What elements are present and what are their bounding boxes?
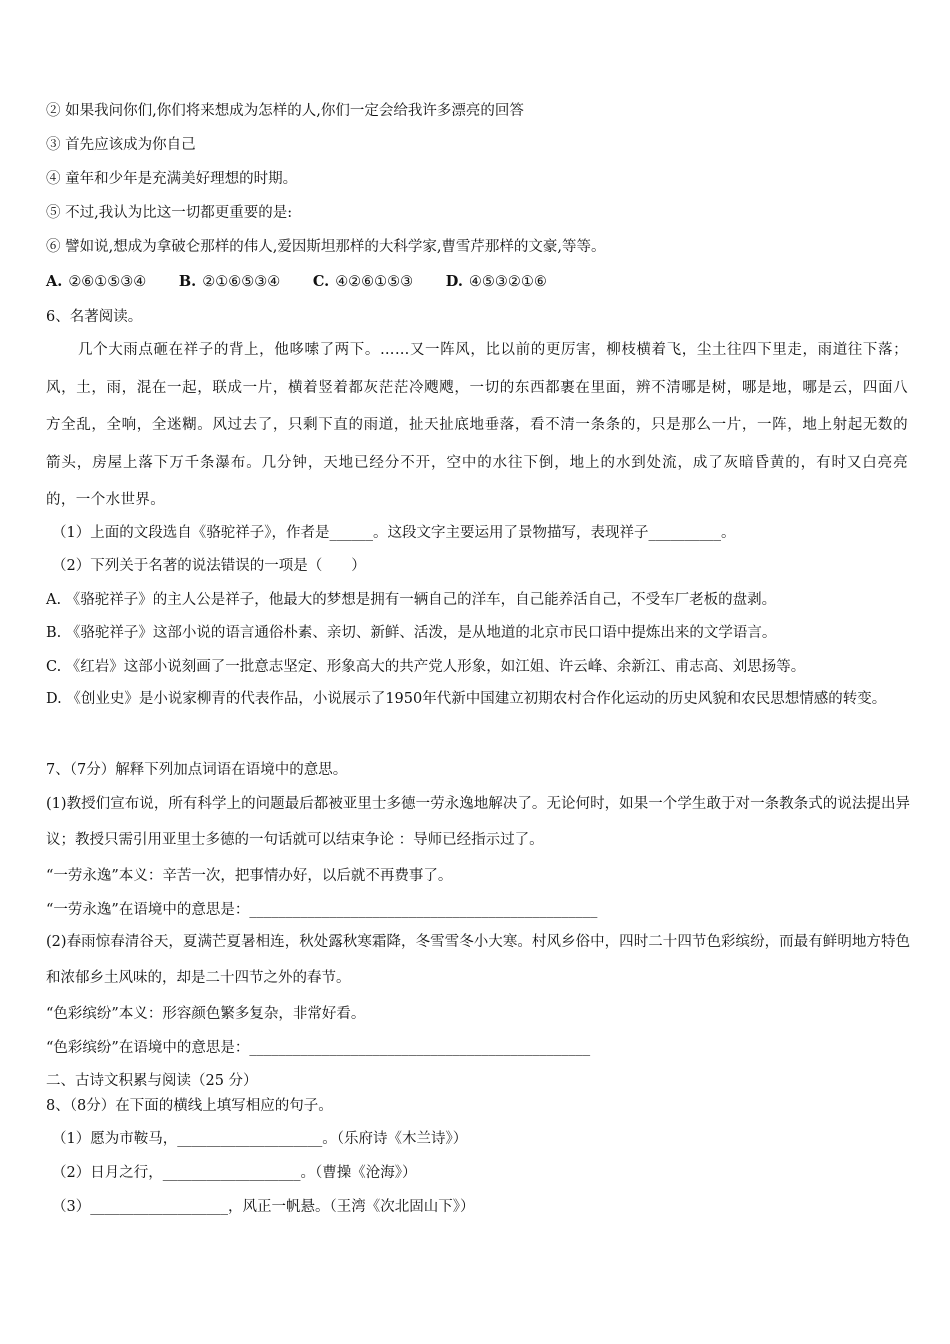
q6-passage: 几个大雨点砸在祥子的背上，他哆嗦了两下。……又一阵风，比以前的更厉害，柳枝横着飞，尘土往四下里走，雨道往下落；风，土，雨，混在一起，联成一片，横着竖着都灰茫茫冷飕飕，一切的东西都裹在里面，辨不清哪是树，哪是地，哪是云，四面八方全乱，全响，全迷糊。风过去了，只剩下直的雨道，扯天扯底地垂落，看不清一条条的，只是那么一片，一阵，地上射起无数的箭头，房屋上落下万千条瀑布。几分钟，天地已经分不开，空中的水往下倒，地上的水到处流，成了灰暗昏黄的，有时又白亮亮的，一个水世界。 — [46, 342, 908, 508]
q5-option-b: B. ②①⑥⑤③④ — [178, 273, 281, 290]
q6-option-a: A. 《骆驼祥子》的主人公是祥子，他最大的梦想是拥有一辆自己的洋车，自己能养活自己，不受车厂老板的盘剥。 — [46, 592, 777, 608]
q8-line-2: （2）日月之行，___________________。（曹操《沧海》） — [52, 1165, 417, 1181]
q8-line-1: （1）愿为市鞍马，____________________。（乐府诗《木兰诗》） — [52, 1131, 468, 1147]
q6-option-c: C. 《红岩》这部小说刻画了一批意志坚定、形象高大的共产党人形象，如江姐、许云峰、余新江、甫志高、刘思扬等。 — [46, 659, 806, 675]
q5-sentence-6: ⑥ 譬如说,想成为拿破仑那样的伟人,爱因斯坦那样的大科学家,曹雪芹那样的文豪,等等。 — [46, 239, 606, 255]
q7-1-meaning: “一劳永逸”本义：辛苦一次，把事情办好，以后就不再费事了。 — [46, 868, 453, 884]
q5-sentence-5: ⑤ 不过,我认为比这一切都更重要的是: — [46, 205, 293, 221]
q5-option-d: D. ④⑤③②①⑥ — [445, 273, 547, 290]
q5-sentence-3: ③ 首先应该成为你自己 — [46, 137, 196, 153]
q7-paragraph-2: (2)春雨惊春清谷天，夏满芒夏暑相连，秋处露秋寒霜降，冬雪雪冬小大寒。村风乡俗中，四时二十四节色彩缤纷，而最有鲜明地方特色和浓郁乡土风味的，却是二十四节之外的春节。 — [46, 934, 910, 986]
q6-option-b: B. 《骆驼祥子》这部小说的语言通俗朴素、亲切、新鲜、活泼，是从地道的北京市民口语中提炼出来的文学语言。 — [46, 625, 777, 641]
q5-sentence-4: ④ 童年和少年是充满美好理想的时期。 — [46, 171, 298, 187]
q5-sentence-2: ② 如果我问你们,你们将来想成为怎样的人,你们一定会给我许多漂亮的回答 — [46, 103, 524, 119]
q5-option-c: C. ④②⑥①⑤③ — [312, 273, 414, 290]
q6-heading: 6、名著阅读。 — [46, 309, 143, 325]
q5-option-a: A. ②⑥①⑤③④ — [46, 273, 147, 290]
q7-paragraph-1: (1)教授们宣布说，所有科学上的问题最后都被亚里士多德一劳永逸地解决了。无论何时，如果一个学生敢于对一条教条式的说法提出异议；教授只需引用亚里士多德的一句话就可以结束争论 ：导师已经指示过了。 — [46, 796, 910, 848]
q7-heading: 7、（7分）解释下列加点词语在语境中的意思。 — [46, 762, 348, 778]
q5-options — [46, 272, 575, 292]
q8-line-3: （3）___________________，风正一帆悬。（王湾《次北固山下》） — [52, 1199, 475, 1215]
section-2-heading: 二、古诗文积累与阅读（25 分） — [46, 1073, 258, 1089]
q7-1-context-blank: “一劳永逸”在语境中的意思是：________________________________________________ — [46, 902, 598, 918]
q7-2-context-blank: “色彩缤纷”在语境中的意思是：_______________________________________________ — [46, 1040, 591, 1056]
q7-2-meaning: “色彩缤纷”本义：形容颜色繁多复杂，非常好看。 — [46, 1006, 366, 1022]
q6-sub2: （2）下列关于名著的说法错误的一项是（ ） — [52, 558, 366, 574]
q8-heading: 8、（8分）在下面的横线上填写相应的句子。 — [46, 1098, 333, 1114]
q6-sub1: （1）上面的文段选自《骆驼祥子》，作者是______。这段文字主要运用了景物描写，表现祥子__________。 — [52, 525, 736, 541]
q6-option-d: D. 《创业史》是小说家柳青的代表作品，小说展示了1950年代新中国建立初期农村合作化运动的历史风貌和农民思想情感的转变。 — [46, 691, 887, 707]
